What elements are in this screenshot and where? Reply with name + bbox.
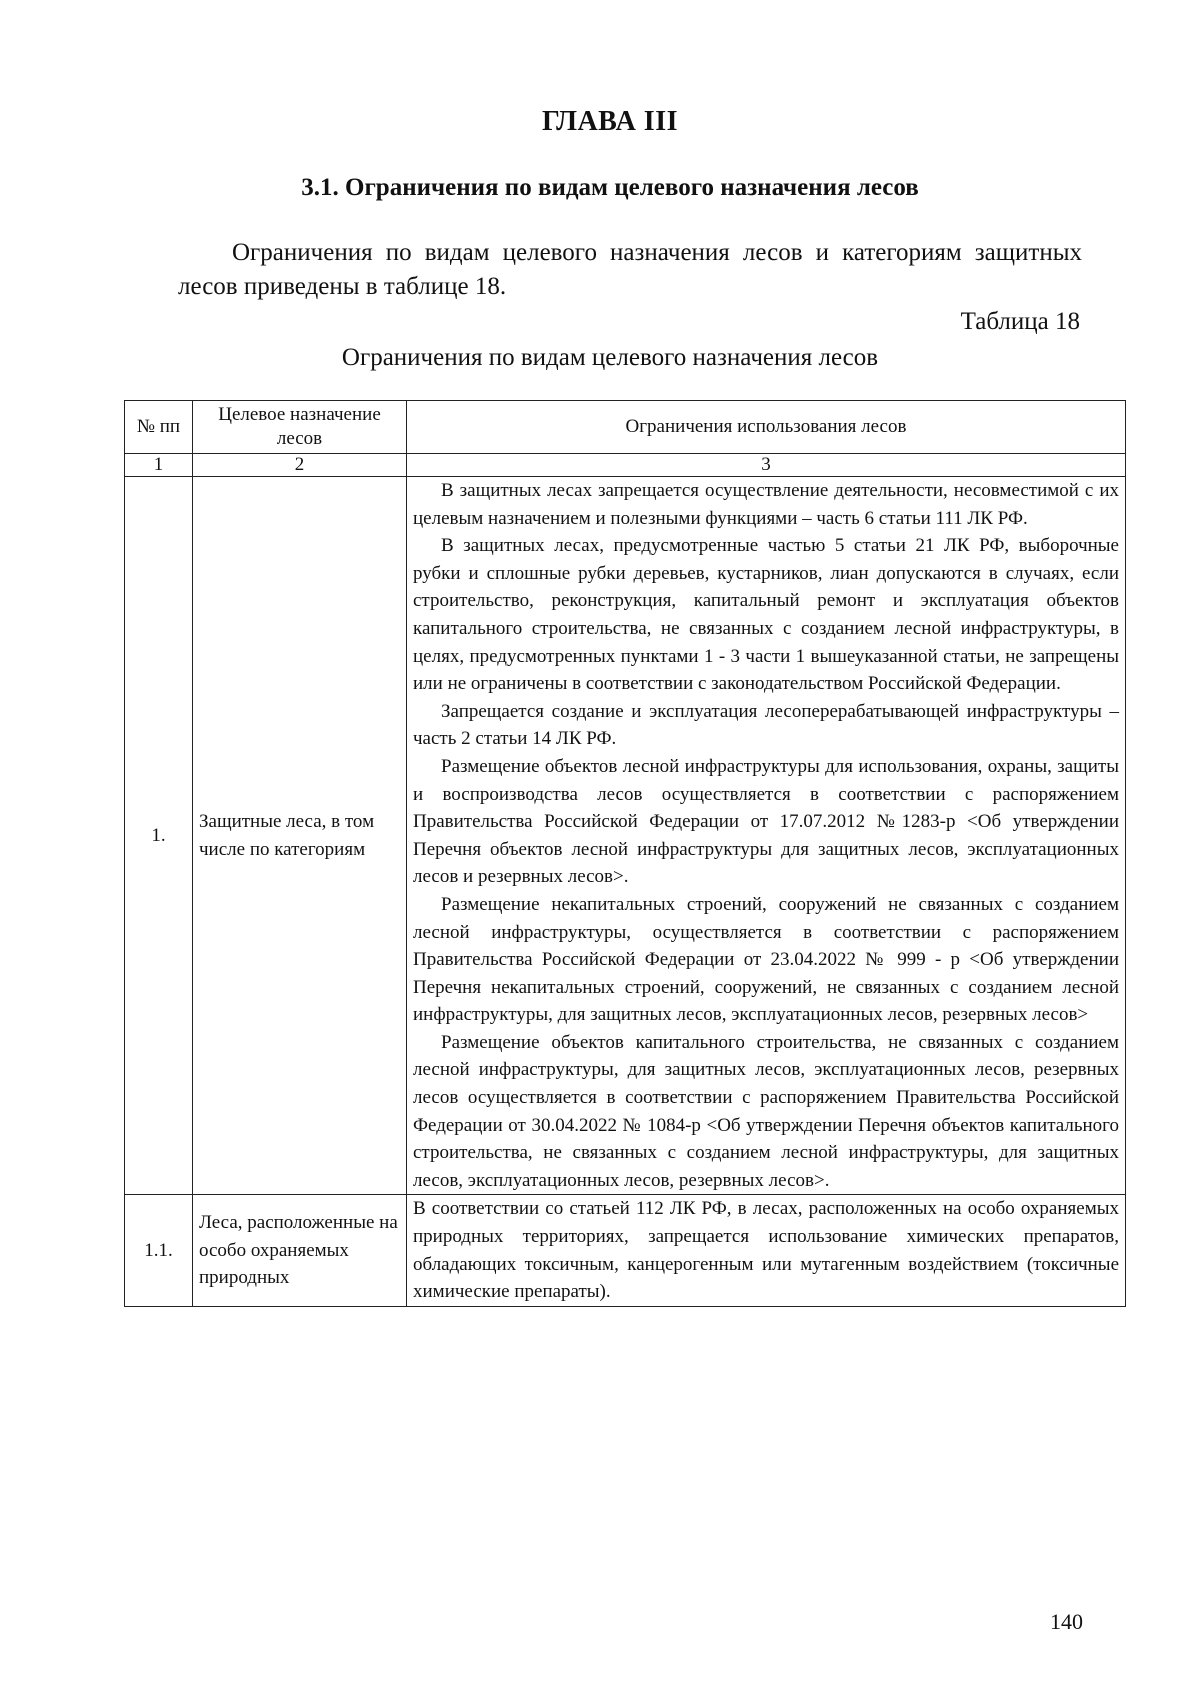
restriction-paragraph: Размещение некапитальных строений, сооружений не связанных с созданием лесной инфраструктуры, осуществляется в соответствии с распоряжением Правительства Российской Федерации от 23.04.2022 № 999 - р <Об утверждении Перечня некапитальных строений, сооружений, не связанных с созданием лесной инфраструктуры, для защитных лесов, эксплуатационных лесов, резервных лесов>: [413, 893, 1119, 1026]
table-caption: Ограничения по видам целевого назначения лесов: [341, 344, 879, 371]
table-row: [125, 1195, 1126, 1306]
page-number: 140: [1050, 1609, 1083, 1634]
restriction-paragraph: В защитных лесах, предусмотренные частью 5 статьи 21 ЛК РФ, выборочные рубки и сплошные рубки деревьев, кустарников, лиан допускаются в случаях, если строительство, реконструкция, капитальный ремонт и эксплуатация объектов капитального строительства, не связанных с созданием лесной инфраструктуры, в целях, предусмотренных пунктами 1 - 3 части 1 вышеуказанной статьи, не запрещены или не ограничены в соответствии с законодательством Российской Федерации.: [413, 535, 1119, 695]
row-purpose: Защитные леса, в том числе по категориям: [193, 477, 407, 1195]
table-header-row: [125, 401, 1126, 454]
row-number: 1.: [125, 477, 193, 1195]
row-number: 1.1.: [125, 1195, 193, 1306]
restriction-paragraph: Размещение объектов лесной инфраструктуры для использования, охраны, защиты и воспроизводства лесов осуществляется в соответствии с распоряжением Правительства Российской Федерации от 17.07.2012 №1283-р <Об утверждении Перечня объектов лесной инфраструктуры для защитных лесов, эксплуатационных лесов и резервных лесов>.: [413, 755, 1119, 888]
section-title: 3.1. Ограничения по видам целевого назначения лесов: [301, 174, 919, 201]
header-restrictions: Ограничения использования лесов: [407, 401, 1126, 454]
restriction-paragraph: В соответствии со статьей 112 ЛК РФ, в лесах, расположенных на особо охраняемых природных территориях, запрещается использование химических препаратов, обладающих токсичным, канцерогенным или мутагенным воздействием (токсичные химические препараты).: [413, 1198, 1119, 1303]
row-restrictions: [407, 1195, 1126, 1306]
column-number: 3: [407, 454, 1126, 477]
row-purpose: Леса, расположенные на особо охраняемых природных: [193, 1195, 407, 1306]
header-num: № пп: [125, 401, 193, 454]
table-row: [125, 477, 1126, 1195]
chapter-title: ГЛАВА III: [542, 106, 678, 137]
intro-paragraph: Ограничения по видам целевого назначения лесов и категориям защитных лесов приведены в таблице 18.: [178, 239, 1082, 300]
restriction-paragraph: В защитных лесах запрещается осуществление деятельности, несовместимой с их целевым назначением и полезными функциями – часть 6 статьи 111 ЛК РФ.: [413, 480, 1119, 529]
row-restrictions: [407, 477, 1126, 1195]
column-number: 2: [193, 454, 407, 477]
header-purpose: Целевое назначение лесов: [193, 401, 407, 454]
column-number-row: [125, 454, 1126, 477]
restriction-paragraph: Размещение объектов капитального строительства, не связанных с созданием лесной инфраструктуры, для защитных лесов, эксплуатационных лесов, резервных лесов осуществляется в соответствии с распоряжением Правительства Российской Федерации от 30.04.2022 № 1084-р <Об утверждении Перечня объектов капитального строительства, не связанных с созданием лесной инфраструктуры, для защитных лесов, эксплуатационных лесов, резервных лесов>.: [413, 1031, 1119, 1191]
column-number: 1: [125, 454, 193, 477]
restrictions-table: [124, 400, 1126, 1307]
restriction-paragraph: Запрещается создание и эксплуатация лесоперерабатывающей инфраструктуры – часть 2 статьи 14 ЛК РФ.: [413, 700, 1119, 750]
table-label: Таблица 18: [960, 308, 1080, 335]
